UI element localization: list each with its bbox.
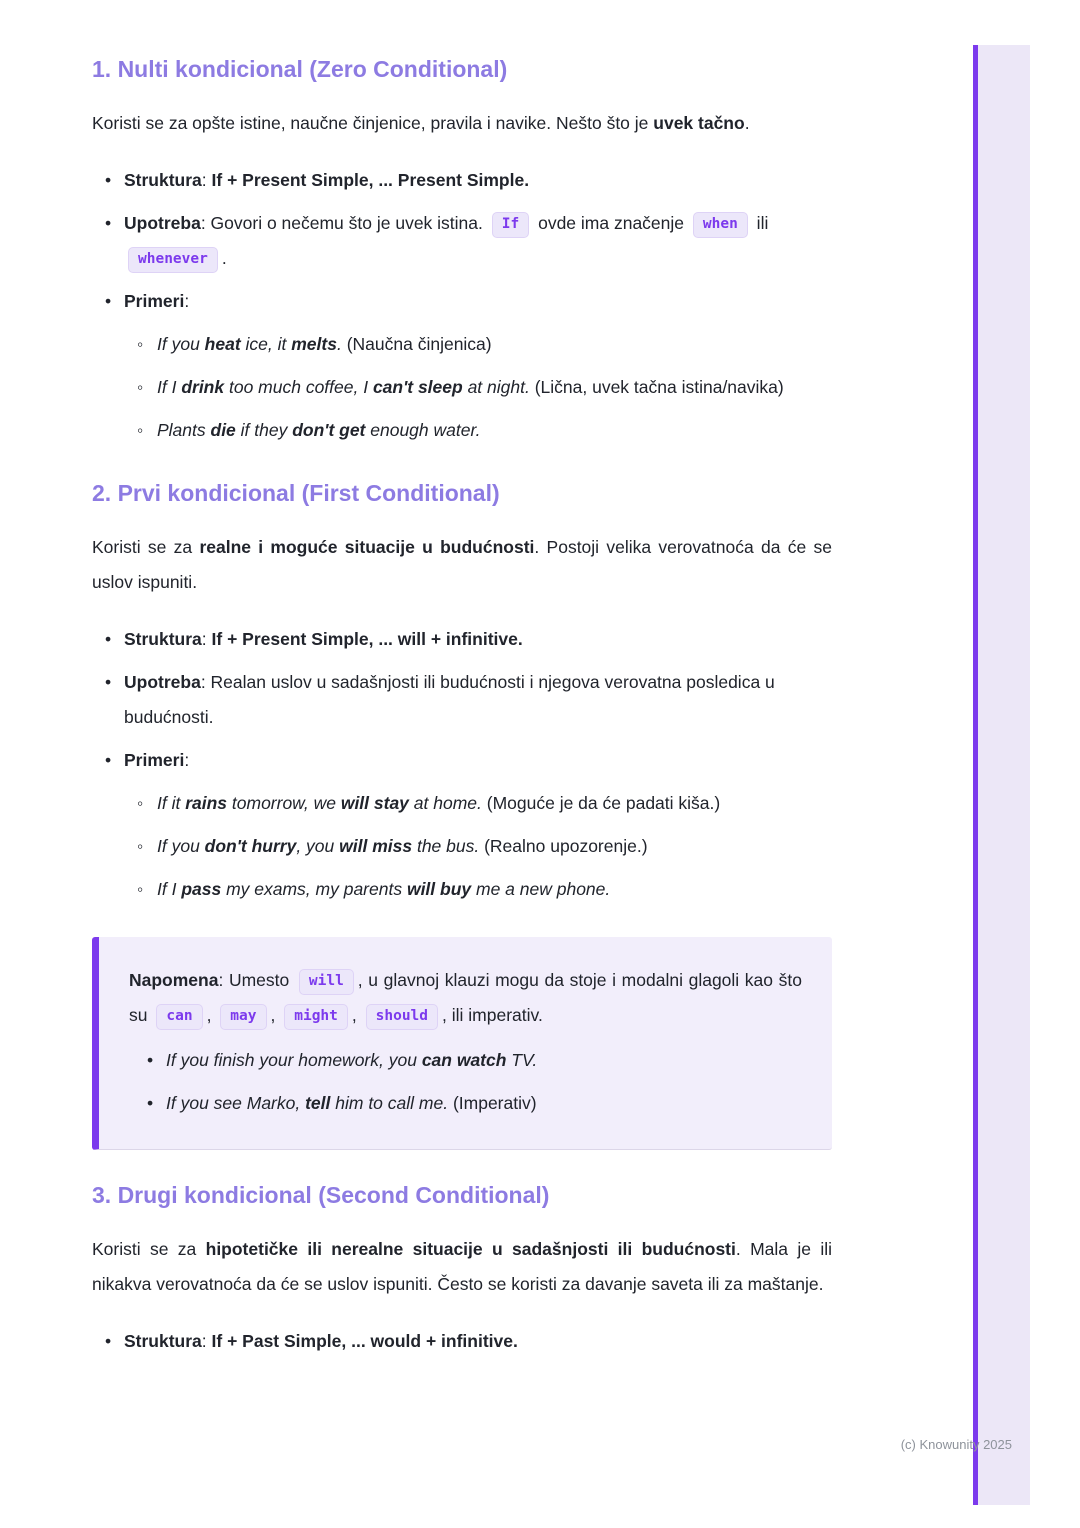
note-box — [92, 937, 832, 1150]
text-run: , you — [296, 836, 340, 856]
text-run: die — [210, 420, 236, 440]
text-run: Struktura — [124, 1331, 202, 1351]
text-run: my exams, my parents — [221, 879, 407, 899]
bullet-marker: • — [105, 750, 112, 770]
text-run: : — [201, 1331, 212, 1351]
bullet-marker: ◦ — [137, 377, 144, 397]
text-run: If + Present Simple, ... will + infinitive. — [211, 629, 523, 649]
text-run: at home. — [408, 793, 482, 813]
list-item — [92, 284, 832, 319]
text-run: : Realan uslov u sadašnjosti ili budućnosti i njegova verovatna posledica u budućnosti. — [124, 672, 775, 727]
sub-list-item — [92, 786, 832, 821]
list-item-text — [124, 206, 832, 276]
text-run: at night. — [462, 377, 530, 397]
text-run: will stay — [340, 793, 409, 813]
text-run: too much coffee, I — [224, 377, 373, 397]
text-run: If you finish your homework, you — [166, 1050, 422, 1070]
text-run: If I — [157, 879, 182, 899]
sub-list-item — [92, 413, 832, 448]
text-run: Upotreba — [124, 213, 201, 233]
text-run: Napomena — [129, 970, 219, 990]
bullet-marker: • — [105, 672, 112, 692]
section-heading: 1. Nulti kondicional (Zero Conditional) — [92, 56, 508, 82]
text-run: hipotetičke ili nerealne situacije u sadašnjosti ili budućnosti — [205, 1239, 736, 1259]
text-run: If you see Marko, — [166, 1093, 306, 1113]
text-run: . — [336, 334, 342, 354]
list-item-text — [124, 665, 832, 735]
list-item — [92, 163, 832, 198]
text-run: : Govori o nečemu što je uvek istina. — [200, 213, 488, 233]
list-item-text — [166, 1086, 802, 1121]
text-run: ovde ima značenje — [533, 213, 689, 233]
text-run: : Umesto — [218, 970, 295, 990]
list-item — [92, 1324, 832, 1359]
bullet-marker: • — [105, 1331, 112, 1351]
bullet-marker: • — [105, 170, 112, 190]
text-run: melts — [291, 334, 337, 354]
text-run: TV. — [506, 1050, 538, 1070]
paragraph — [92, 1232, 832, 1302]
text-run: , — [206, 1005, 217, 1025]
list-item-text — [157, 872, 832, 907]
section-heading: 2. Prvi kondicional (First Conditional) — [92, 480, 500, 506]
text-run: ili — [751, 213, 769, 233]
sub-list-item — [92, 829, 832, 864]
text-run: (Realno upozorenje.) — [479, 836, 648, 856]
list-item — [92, 743, 832, 778]
text-run: If I — [157, 377, 182, 397]
list-item-text — [124, 622, 832, 657]
text-run: . Postoji velika verovatnoća da će se uslov ispuniti. — [92, 537, 832, 592]
code-chip: might — [284, 1004, 348, 1030]
text-run: If + Past Simple, ... would + infinitive. — [211, 1331, 518, 1351]
text-run: if they — [235, 420, 293, 440]
text-run: : — [201, 170, 212, 190]
text-run: Primeri — [124, 750, 185, 770]
text-run: Koristi se za opšte istine, naučne činjenice, pravila i navike. Nešto što je — [92, 113, 654, 133]
text-run: me a new phone. — [471, 879, 611, 899]
text-run: Primeri — [124, 291, 185, 311]
bullet-marker: ◦ — [137, 836, 144, 856]
copyright-watermark: (c) Knowunity 2025 — [900, 1437, 1012, 1452]
list-item — [129, 1086, 802, 1121]
bullet-list — [92, 622, 832, 907]
text-run: (Moguće je da će padati kiša.) — [481, 793, 721, 813]
text-run: , — [270, 1005, 281, 1025]
bullet-marker: ◦ — [137, 879, 144, 899]
list-item-text — [166, 1043, 802, 1078]
bullet-marker: ◦ — [137, 420, 144, 440]
code-chip: can — [156, 1004, 202, 1030]
text-run: : — [184, 291, 190, 311]
list-item-text — [124, 163, 832, 198]
code-chip: when — [693, 212, 748, 238]
text-run: will miss — [339, 836, 413, 856]
text-run: , u glavnoj klauzi mogu da stoje i modalni glagoli kao što su — [129, 970, 802, 1025]
code-chip: should — [366, 1004, 438, 1030]
code-chip: whenever — [128, 247, 218, 273]
bullet-marker: ◦ — [137, 793, 144, 813]
code-chip: will — [299, 969, 354, 995]
text-run: ice, it — [240, 334, 292, 354]
list-item-text — [157, 370, 832, 405]
text-run: Koristi se za — [92, 1239, 206, 1259]
text-run: don't hurry — [204, 836, 297, 856]
bullet-marker: • — [105, 629, 112, 649]
list-item — [92, 622, 832, 657]
text-run: drink — [181, 377, 225, 397]
bullet-marker: • — [105, 213, 112, 233]
text-run: , — [351, 1005, 362, 1025]
section-heading: 3. Drugi kondicional (Second Conditional) — [92, 1182, 550, 1208]
text-run: uvek tačno — [653, 113, 745, 133]
next-page-edge — [978, 45, 1030, 1505]
list-item-text — [157, 413, 832, 448]
note-paragraph — [129, 963, 802, 1033]
list-item — [92, 206, 832, 276]
list-item-text — [157, 786, 832, 821]
text-run: heat — [204, 334, 241, 354]
text-run: realne i moguće situacije u budućnosti — [199, 537, 535, 557]
text-run: Plants — [157, 420, 211, 440]
text-run: don't get — [292, 420, 366, 440]
text-run: , ili imperativ. — [442, 1005, 543, 1025]
bullet-marker: • — [147, 1050, 154, 1070]
text-run: If you — [157, 836, 205, 856]
text-run: : — [184, 750, 190, 770]
text-run: : — [201, 629, 212, 649]
document-content — [92, 40, 832, 1367]
text-run: (Imperativ) — [448, 1093, 537, 1113]
text-run: Koristi se za — [92, 537, 200, 557]
bullet-marker: • — [147, 1093, 154, 1113]
text-run: enough water. — [365, 420, 481, 440]
text-run: pass — [181, 879, 222, 899]
text-run: tomorrow, we — [227, 793, 341, 813]
code-chip: may — [220, 1004, 266, 1030]
text-run: . — [221, 248, 227, 268]
bullet-list — [92, 163, 832, 448]
bullet-marker: • — [105, 291, 112, 311]
text-run: (Lična, uvek tačna istina/navika) — [529, 377, 784, 397]
text-run: If it — [157, 793, 186, 813]
text-run: Struktura — [124, 170, 202, 190]
list-item-text — [124, 284, 832, 319]
text-run: can watch — [421, 1050, 507, 1070]
text-run: can't sleep — [372, 377, 463, 397]
sub-list-item — [92, 370, 832, 405]
text-run: If you — [157, 334, 205, 354]
list-item — [92, 665, 832, 735]
text-run: Struktura — [124, 629, 202, 649]
text-run: (Naučna činjenica) — [341, 334, 492, 354]
text-run: him to call me. — [330, 1093, 449, 1113]
text-run: If + Present Simple, ... Present Simple. — [211, 170, 530, 190]
text-run: Upotreba — [124, 672, 201, 692]
list-item — [129, 1043, 802, 1078]
list-item-text — [124, 743, 832, 778]
list-item-text — [157, 327, 832, 362]
list-item-text — [124, 1324, 832, 1359]
code-chip: If — [492, 212, 529, 238]
text-run: will buy — [406, 879, 472, 899]
text-run: . Mala je ili nikakva verovatnoća da će se uslov ispuniti. Često se koristi za davanje saveta ili za maštanje. — [92, 1239, 832, 1294]
bullet-marker: ◦ — [137, 334, 144, 354]
text-run: rains — [185, 793, 228, 813]
paragraph — [92, 106, 832, 141]
text-run: . — [744, 113, 750, 133]
text-run: tell — [305, 1093, 331, 1113]
list-item-text — [157, 829, 832, 864]
paragraph — [92, 530, 832, 600]
bullet-list — [92, 1324, 832, 1359]
sub-list-item — [92, 327, 832, 362]
text-run: the bus. — [412, 836, 480, 856]
sub-list-item — [92, 872, 832, 907]
